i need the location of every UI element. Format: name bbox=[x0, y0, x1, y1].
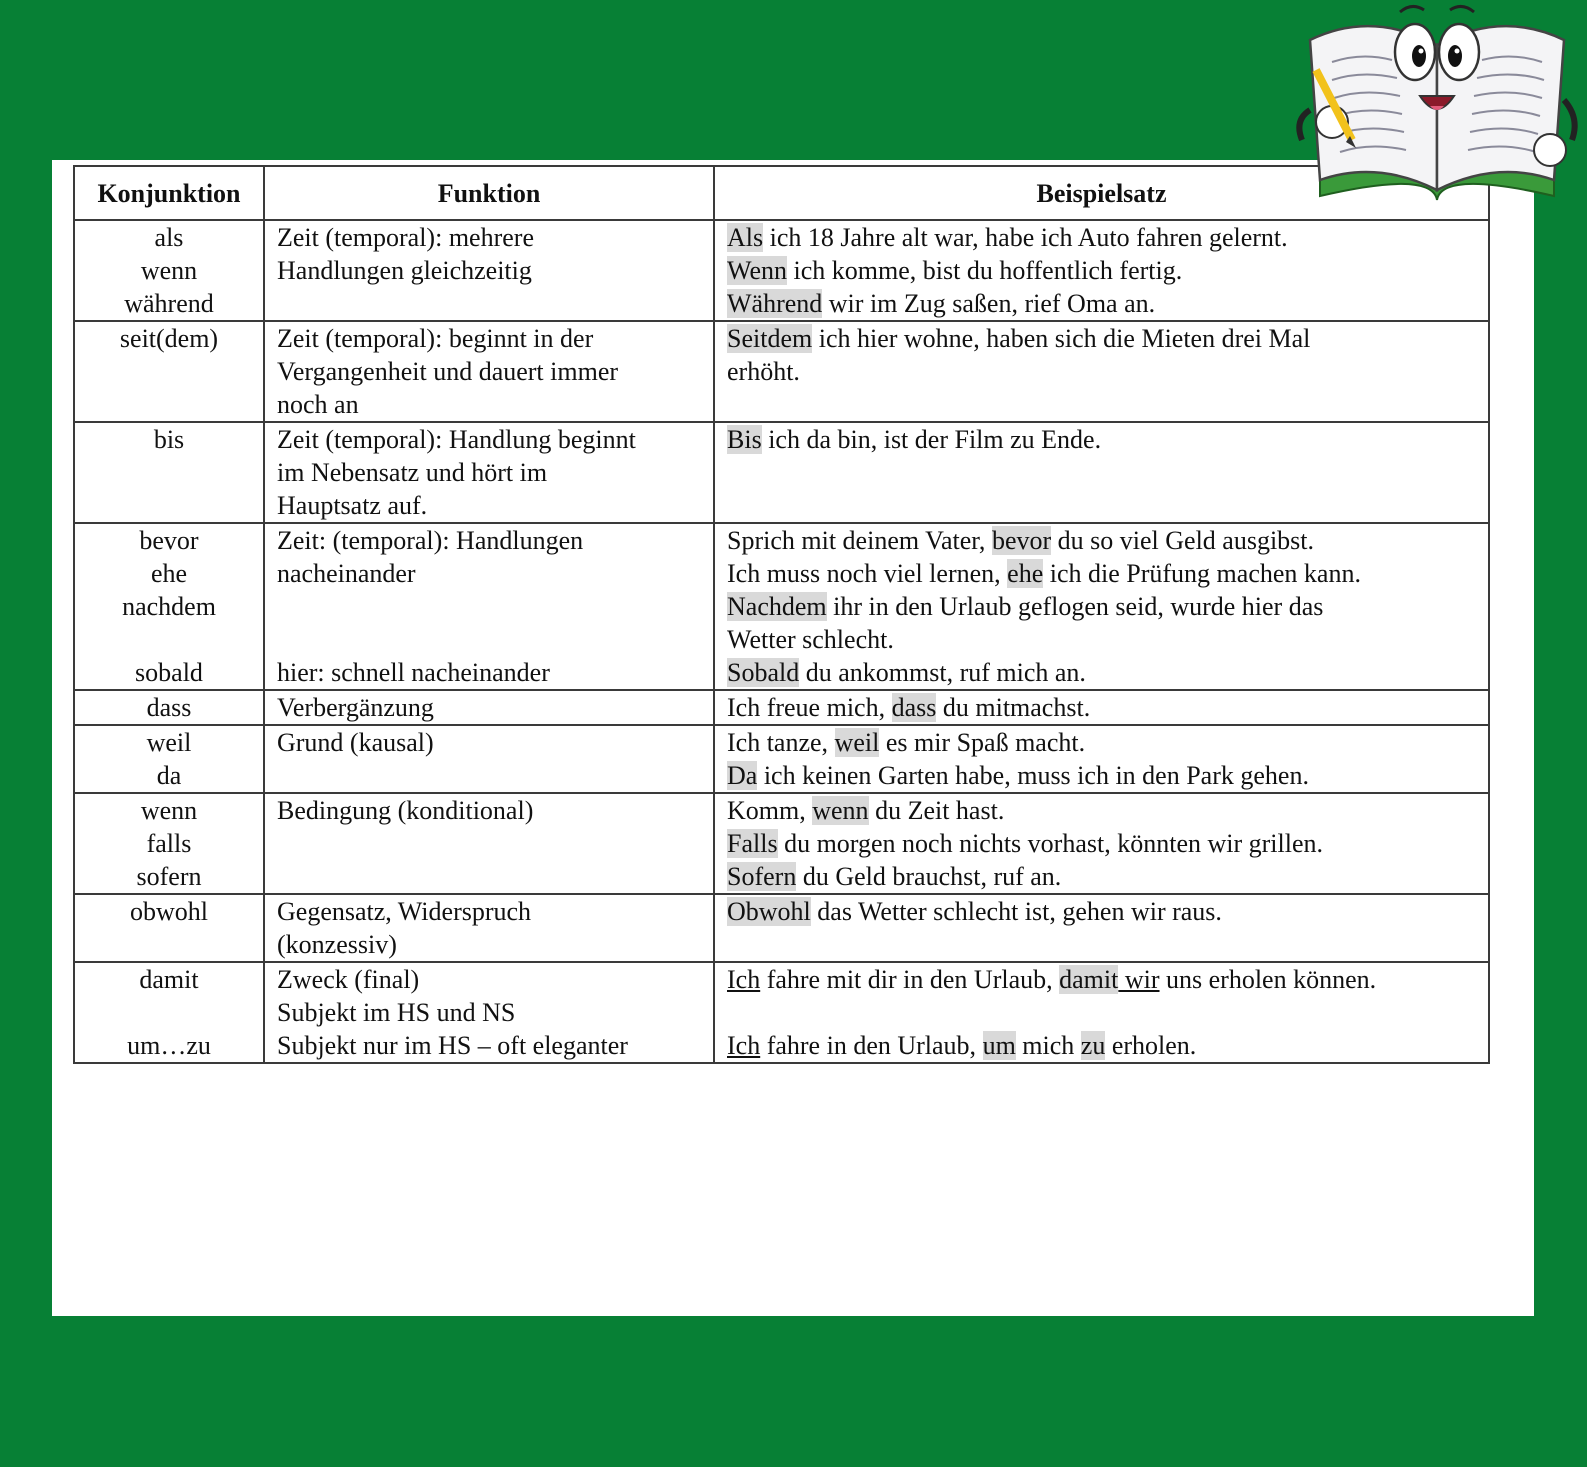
example-text: ich hier wohne, haben sich die Mieten drei Mal bbox=[812, 324, 1311, 353]
conjunction-cell bbox=[74, 962, 264, 1063]
highlighted-conjunction: Sobald bbox=[727, 658, 800, 687]
highlighted-conjunction: bevor bbox=[991, 526, 1052, 555]
conjunction-text: da bbox=[156, 761, 182, 790]
highlighted-conjunction: Da bbox=[727, 761, 758, 790]
example-line bbox=[727, 1029, 1476, 1062]
header-row bbox=[74, 166, 1489, 220]
example-text: Komm, bbox=[727, 796, 813, 825]
example-line bbox=[727, 524, 1476, 557]
function-text: nacheinander bbox=[277, 559, 416, 588]
conjunction-text: wenn bbox=[140, 256, 198, 285]
example-line bbox=[727, 221, 1476, 254]
conjunction-text: falls bbox=[146, 829, 192, 858]
conjunction-cell bbox=[74, 793, 264, 894]
conjunction-text: obwohl bbox=[130, 897, 208, 926]
conjunction-cell bbox=[74, 422, 264, 523]
example-text: das Wetter schlecht ist, gehen wir raus. bbox=[810, 897, 1222, 926]
example-cell bbox=[714, 894, 1489, 962]
underlined-subject: Ich bbox=[727, 1031, 761, 1060]
function-text: (konzessiv) bbox=[277, 930, 397, 959]
example-cell bbox=[714, 422, 1489, 523]
function-text: Zeit: (temporal): Handlungen bbox=[277, 526, 584, 555]
example-line bbox=[727, 557, 1476, 590]
conjunction-text: dass bbox=[146, 693, 192, 722]
function-text: Bedingung (konditional) bbox=[277, 796, 534, 825]
function-cell bbox=[264, 962, 714, 1063]
example-line bbox=[727, 322, 1476, 355]
highlighted-conjunction: damit bbox=[1059, 965, 1119, 994]
example-line bbox=[727, 254, 1476, 287]
conjunction-cell bbox=[74, 321, 264, 422]
conjunction-text: nachdem bbox=[122, 592, 216, 621]
example-line bbox=[727, 996, 1476, 1029]
conjunction-text: ehe bbox=[150, 559, 188, 588]
conjunction-text: bevor bbox=[139, 526, 199, 555]
example-text: uns erholen können. bbox=[1159, 965, 1377, 994]
table-row bbox=[74, 422, 1489, 523]
conjunction-text: damit bbox=[139, 965, 199, 994]
example-text: ich die Prüfung machen kann. bbox=[1043, 559, 1361, 588]
function-text: noch an bbox=[277, 390, 359, 419]
underlined-subject: Ich bbox=[727, 965, 761, 994]
function-text: Zeit (temporal): Handlung beginnt bbox=[277, 425, 636, 454]
function-text: Verbergänzung bbox=[277, 693, 434, 722]
example-text: fahre in den Urlaub, bbox=[760, 1031, 983, 1060]
highlighted-conjunction: Wenn bbox=[727, 256, 787, 285]
function-text: Handlungen gleichzeitig bbox=[277, 256, 532, 285]
example-text: erhöht. bbox=[727, 357, 800, 386]
example-cell bbox=[714, 321, 1489, 422]
function-text: Subjekt im HS und NS bbox=[277, 998, 516, 1027]
conjunction-cell bbox=[74, 523, 264, 690]
example-text: Wetter schlecht. bbox=[727, 625, 894, 654]
table-body bbox=[74, 220, 1489, 1063]
conjunction-text: wenn bbox=[140, 796, 198, 825]
conjunction-text: um…zu bbox=[127, 1031, 211, 1060]
table-row bbox=[74, 725, 1489, 793]
example-cell bbox=[714, 523, 1489, 690]
example-text: es mir Spaß macht. bbox=[879, 728, 1086, 757]
example-text: du Zeit hast. bbox=[868, 796, 1005, 825]
function-cell bbox=[264, 793, 714, 894]
function-cell bbox=[264, 523, 714, 690]
example-text: Ich muss noch viel lernen, bbox=[727, 559, 1008, 588]
function-text: Zeit (temporal): mehrere bbox=[277, 223, 534, 252]
conjunction-table bbox=[73, 165, 1490, 1064]
example-line bbox=[727, 794, 1476, 827]
example-text: du Geld brauchst, ruf an. bbox=[796, 862, 1062, 891]
example-text: Ich freue mich, bbox=[727, 693, 892, 722]
conjunction-cell bbox=[74, 690, 264, 725]
example-text: ihr in den Urlaub geflogen seid, wurde hier das bbox=[826, 592, 1324, 621]
function-cell bbox=[264, 220, 714, 321]
function-text: Zweck (final) bbox=[277, 965, 420, 994]
conjunction-text: weil bbox=[146, 728, 192, 757]
conjunction-text: sofern bbox=[136, 862, 202, 891]
example-text: ich da bin, ist der Film zu Ende. bbox=[761, 425, 1102, 454]
header-beispielsatz: Beispielsatz bbox=[714, 166, 1489, 220]
function-text: Gegensatz, Widerspruch bbox=[277, 897, 532, 926]
conjunction-text: als bbox=[154, 223, 184, 252]
highlighted-conjunction: Obwohl bbox=[727, 897, 811, 926]
function-cell bbox=[264, 894, 714, 962]
table-row bbox=[74, 962, 1489, 1063]
underlined-subject: wir bbox=[1118, 965, 1160, 994]
highlighted-conjunction: Sofern bbox=[727, 862, 797, 891]
highlighted-conjunction: Bis bbox=[727, 425, 762, 454]
highlighted-conjunction: ehe bbox=[1007, 559, 1044, 588]
highlighted-conjunction: Als bbox=[727, 223, 764, 252]
function-text: Subjekt nur im HS – oft eleganter bbox=[277, 1031, 628, 1060]
example-cell bbox=[714, 690, 1489, 725]
function-text: Zeit (temporal): beginnt in der bbox=[277, 324, 594, 353]
example-line bbox=[727, 287, 1476, 320]
function-text: hier: schnell nacheinander bbox=[277, 658, 550, 687]
conjunction-text: bis bbox=[153, 425, 185, 454]
table-row bbox=[74, 690, 1489, 725]
example-text: erholen. bbox=[1105, 1031, 1197, 1060]
conjunction-text: während bbox=[124, 289, 214, 318]
function-cell bbox=[264, 321, 714, 422]
conjunction-text: seit(dem) bbox=[119, 324, 219, 353]
table-row bbox=[74, 321, 1489, 422]
example-text: ich 18 Jahre alt war, habe ich Auto fahren gelernt. bbox=[763, 223, 1288, 252]
function-text: Grund (kausal) bbox=[277, 728, 434, 757]
example-line bbox=[727, 963, 1476, 996]
example-text: ich keinen Garten habe, muss ich in den Park gehen. bbox=[757, 761, 1309, 790]
example-cell bbox=[714, 793, 1489, 894]
example-line bbox=[727, 423, 1476, 456]
function-cell bbox=[264, 422, 714, 523]
function-cell bbox=[264, 725, 714, 793]
example-text: Sprich mit deinem Vater, bbox=[727, 526, 992, 555]
example-text: wir im Zug saßen, rief Oma an. bbox=[822, 289, 1156, 318]
example-line bbox=[727, 656, 1476, 689]
worksheet bbox=[52, 160, 1534, 1316]
example-text: du so viel Geld ausgibst. bbox=[1051, 526, 1315, 555]
header-konjunktion: Konjunktion bbox=[74, 166, 264, 220]
example-line bbox=[727, 759, 1476, 792]
table-row bbox=[74, 220, 1489, 321]
highlighted-conjunction: Seitdem bbox=[727, 324, 813, 353]
highlighted-conjunction: Nachdem bbox=[727, 592, 827, 621]
conjunction-text: sobald bbox=[135, 658, 203, 687]
conjunction-text bbox=[87, 623, 251, 656]
highlighted-conjunction: um bbox=[982, 1031, 1016, 1060]
example-text: fahre mit dir in den Urlaub, bbox=[760, 965, 1060, 994]
conjunction-text bbox=[87, 996, 251, 1029]
example-cell bbox=[714, 725, 1489, 793]
function-text: Vergangenheit und dauert immer bbox=[277, 357, 619, 386]
book-mascot-icon bbox=[1292, 0, 1582, 205]
highlighted-conjunction: dass bbox=[891, 693, 937, 722]
highlighted-conjunction: zu bbox=[1080, 1031, 1106, 1060]
example-text: du morgen noch nichts vorhast, könnten wir grillen. bbox=[777, 829, 1324, 858]
example-line bbox=[727, 827, 1476, 860]
example-line bbox=[727, 895, 1476, 928]
header-funktion: Funktion bbox=[264, 166, 714, 220]
highlighted-conjunction: Während bbox=[727, 289, 823, 318]
example-line bbox=[727, 623, 1476, 656]
example-line bbox=[727, 355, 1476, 388]
function-text bbox=[277, 590, 701, 623]
example-line bbox=[727, 691, 1476, 724]
function-cell bbox=[264, 690, 714, 725]
example-text: Ich tanze, bbox=[727, 728, 835, 757]
function-text: im Nebensatz und hört im bbox=[277, 458, 548, 487]
example-line bbox=[727, 860, 1476, 893]
example-text: ich komme, bist du hoffentlich fertig. bbox=[787, 256, 1183, 285]
example-line bbox=[727, 590, 1476, 623]
conjunction-cell bbox=[74, 220, 264, 321]
example-text: mich bbox=[1015, 1031, 1081, 1060]
highlighted-conjunction: wenn bbox=[812, 796, 869, 825]
function-text bbox=[277, 623, 701, 656]
example-text: du ankommst, ruf mich an. bbox=[799, 658, 1086, 687]
table-row bbox=[74, 523, 1489, 690]
example-line bbox=[727, 726, 1476, 759]
highlighted-conjunction: weil bbox=[834, 728, 880, 757]
table-row bbox=[74, 793, 1489, 894]
function-text: Hauptsatz auf. bbox=[277, 491, 428, 520]
highlighted-conjunction: Falls bbox=[727, 829, 778, 858]
example-text: du mitmachst. bbox=[936, 693, 1091, 722]
conjunction-cell bbox=[74, 894, 264, 962]
example-cell bbox=[714, 220, 1489, 321]
conjunction-cell bbox=[74, 725, 264, 793]
example-cell bbox=[714, 962, 1489, 1063]
table-row bbox=[74, 894, 1489, 962]
